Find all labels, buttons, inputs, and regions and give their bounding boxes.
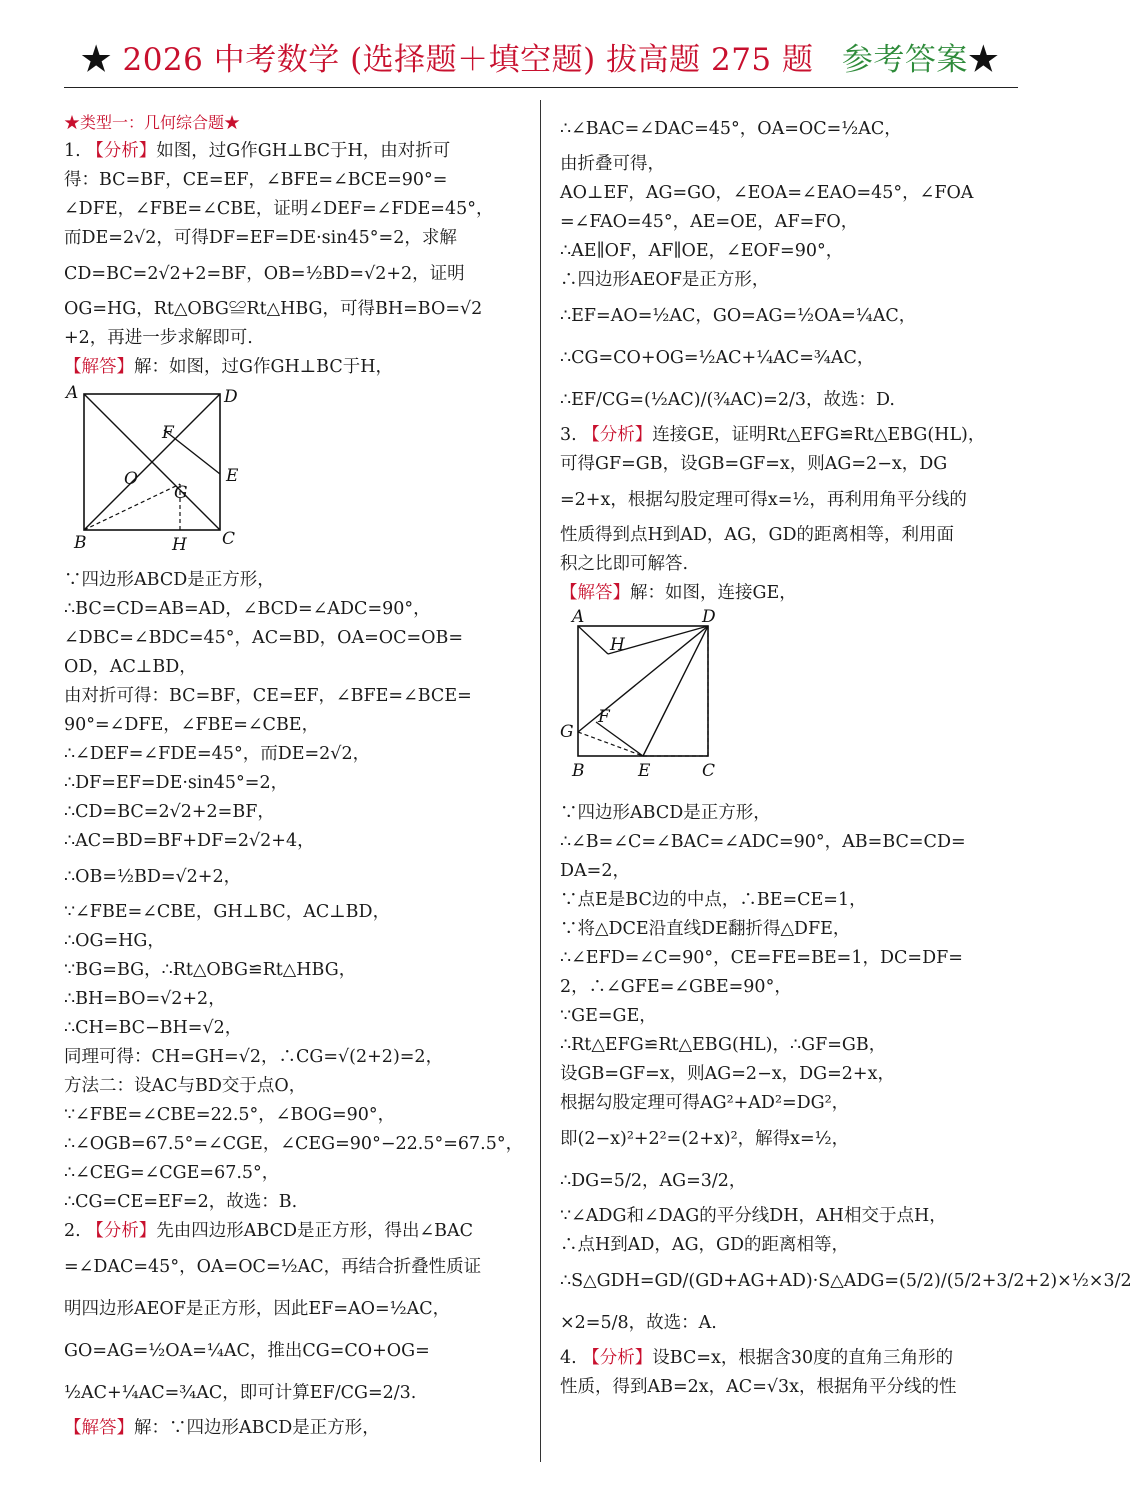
right-line: ×2=5/8，故选：A.	[560, 1313, 717, 1333]
right-line: ∴Rt△EFG≌Rt△EBG(HL)，∴GF=GB，	[560, 1035, 887, 1055]
fig2-label: B	[572, 761, 585, 781]
left-line: 明四边形AEOF是正方形，因此EF=AO=½AC，	[64, 1299, 451, 1319]
fig1-label: D	[224, 387, 238, 407]
left-line: ∴∠DEF=∠FDE=45°，而DE=2√2，	[64, 744, 371, 764]
right-line: 设GB=GF=x，则AG=2−x，DG=2+x，	[560, 1064, 895, 1084]
line-text: 设BC=x，根据含30度的直角三角形的	[652, 1348, 954, 1368]
left-line: ∴CH=BC−BH=√2，	[64, 1018, 243, 1038]
left-line: ∵四边形ABCD是正方形，	[64, 570, 275, 590]
line-text: 解：如图，过G作GH⊥BC于H，	[134, 357, 394, 377]
right-line: ∴∠EFD=∠C=90°，CE=FE=BE=1，DC=DF=	[560, 948, 963, 968]
fig1-label: O	[124, 469, 138, 489]
left-line: ∴AC=BD=BF+DF=2√2+4，	[64, 831, 315, 851]
right-line: ∴CG=CO+OG=½AC+¼AC=¾AC，	[560, 348, 875, 368]
title-rule	[64, 87, 1018, 88]
left-line: CD=BC=2√2+2=BF，OB=½BD=√2+2，证明	[64, 264, 465, 284]
left-line: GO=AG=½OA=¼AC，推出CG=CO+OG=	[64, 1341, 430, 1361]
left-line: OG=HG，Rt△OBG≌Rt△HBG，可得BH=BO=√2	[64, 299, 483, 319]
right-line: 2，∴∠GFE=∠GBE=90°，	[560, 977, 792, 997]
left-line: 由对折可得：BC=BF，CE=EF，∠BFE=∠BCE=	[64, 686, 472, 706]
star-icon-right: ★	[967, 42, 1000, 78]
left-line: ½AC+¼AC=¾AC，即可计算EF/CG=2/3.	[64, 1383, 417, 1403]
left-line: ∴CG=CE=EF=2，故选：B.	[64, 1192, 298, 1212]
left-line: 方法二：设AC与BD交于点O，	[64, 1076, 307, 1096]
fig2-label: F	[598, 707, 610, 727]
fig2-label: A	[572, 607, 585, 627]
line-text: 解：∵四边形ABCD是正方形，	[134, 1418, 380, 1438]
fig1-label: A	[66, 383, 79, 403]
fig2-label: E	[638, 761, 651, 781]
fig2-label: H	[610, 635, 625, 655]
fig2-label: G	[560, 722, 574, 742]
right-line	[560, 579, 1020, 608]
figure-2	[560, 607, 1020, 795]
title-main: 2026 中考数学 (选择题＋填空题) 拔高题 275 题	[122, 42, 814, 78]
left-line: ∴DF=EF=DE·sin45°=2，	[64, 773, 289, 793]
section-tag: 【分析】	[86, 1221, 157, 1241]
section-tag: 【分析】	[86, 141, 157, 161]
figure-1-diagram	[64, 383, 254, 555]
left-line	[64, 1217, 524, 1246]
right-line: ∴EF/CG=(½AC)/(¾AC)=2/3，故选：D.	[560, 390, 895, 410]
right-line: ∵将△DCE沿直线DE翻折得△DFE，	[560, 919, 851, 939]
left-line	[64, 353, 524, 382]
line-text: 2.	[64, 1221, 87, 1241]
right-line: 性质，得到AB=2x，AC=√3x，根据角平分线的性	[560, 1377, 957, 1397]
right-line: 积之比即可解答.	[560, 554, 689, 574]
left-line: OD，AC⊥BD，	[64, 657, 197, 677]
fig1-label: F	[162, 423, 174, 443]
right-line: =2+x，根据勾股定理可得x=½，再利用角平分线的	[560, 490, 967, 510]
fig2-label: C	[702, 761, 716, 781]
right-line: ∵∠ADG和∠DAG的平分线DH，AH相交于点H，	[560, 1206, 947, 1226]
left-line: ∴BC=CD=AB=AD，∠BCD=∠ADC=90°，	[64, 599, 431, 619]
fig1-label: H	[172, 535, 187, 555]
section-tag: 【分析】	[582, 425, 653, 445]
title-answers: 参考答案	[841, 42, 968, 78]
right-line: 即(2−x)²+2²=(2+x)²，解得x=½，	[560, 1129, 850, 1149]
section-tag: 【解答】	[64, 1418, 134, 1438]
right-line: ∴∠BAC=∠DAC=45°，OA=OC=½AC，	[560, 119, 902, 139]
right-line: 由折叠可得，	[560, 154, 665, 174]
left-line: ∴BH=BO=√2+2，	[64, 989, 226, 1009]
left-line	[64, 137, 524, 166]
left-line: =∠DAC=45°，OA=OC=½AC，再结合折叠性质证	[64, 1257, 482, 1277]
right-line: ∵GE=GE，	[560, 1006, 657, 1026]
section-tag: 【解答】	[64, 357, 134, 377]
left-line: ∵∠FBE=∠CBE=22.5°，∠BOG=90°，	[64, 1105, 396, 1125]
line-text: 连接GE，证明Rt△EFG≌Rt△EBG(HL)，	[652, 425, 986, 445]
right-line: ∴∠B=∠C=∠BAC=∠ADC=90°，AB=BC=CD=	[560, 832, 966, 852]
left-line: ∴∠OGB=67.5°=∠CGE，∠CEG=90°−22.5°=67.5°，	[64, 1134, 524, 1154]
page-title	[0, 36, 1080, 84]
left-line: 90°=∠DFE，∠FBE=∠CBE，	[64, 715, 320, 735]
fig1-label: E	[226, 466, 239, 486]
line-text: 如图，过G作GH⊥BC于H，由对折可	[156, 141, 451, 161]
right-line: ∴AE∥OF，AF∥OE，∠EOF=90°，	[560, 241, 844, 261]
right-line: 根据勾股定理可得AG²+AD²=DG²，	[560, 1093, 850, 1113]
left-line	[64, 1414, 524, 1443]
line-text: 解：如图，连接GE，	[630, 583, 797, 603]
left-column	[64, 108, 524, 1443]
right-column	[560, 108, 1132, 1402]
right-line: ∴点H到AD，AG，GD的距离相等，	[560, 1235, 850, 1255]
line-text: 1.	[64, 141, 87, 161]
right-line: ∴四边形AEOF是正方形，	[560, 270, 770, 290]
right-line: ∵点E是BC边的中点，∴BE=CE=1，	[560, 890, 867, 910]
left-line: ★类型一：几何综合题★	[64, 113, 241, 132]
right-line: ∵四边形ABCD是正方形，	[560, 803, 771, 823]
fig1-label: B	[74, 533, 87, 553]
column-divider	[540, 100, 541, 1462]
left-line: ∵∠FBE=∠CBE，GH⊥BC，AC⊥BD，	[64, 902, 391, 922]
right-line: 性质得到点H到AD，AG，GD的距离相等，利用面	[560, 525, 955, 545]
figure-1	[64, 384, 524, 562]
left-line: ∴OG=HG，	[64, 931, 165, 951]
right-line: AO⊥EF，AG=GO，∠EOA=∠EAO=45°，∠FOA	[560, 183, 974, 203]
left-line: ∠DBC=∠BDC=45°，AC=BD，OA=OC=OB=	[64, 628, 464, 648]
left-line: +2，再进一步求解即可.	[64, 328, 253, 348]
left-line: ∠DFE，∠FBE=∠CBE，证明∠DEF=∠FDE=45°，	[64, 199, 494, 219]
star-icon-left: ★	[80, 42, 113, 78]
line-text: 3.	[560, 425, 583, 445]
right-line	[560, 421, 1020, 450]
left-line: ∵BG=BG，∴Rt△OBG≌Rt△HBG，	[64, 960, 357, 980]
left-line: ∴∠CEG=∠CGE=67.5°，	[64, 1163, 280, 1183]
fig1-label: G	[174, 483, 188, 503]
left-line: ∴OB=½BD=√2+2，	[64, 867, 242, 887]
fig1-label: C	[222, 529, 236, 549]
right-line: ∴S△GDH=GD/(GD+AG+AD)·S△ADG=(5/2)/(5/2+3/2+2)×½×3/2	[560, 1271, 1132, 1291]
left-line: 同理可得：CH=GH=√2，∴CG=√(2+2)=2，	[64, 1047, 444, 1067]
left-line: 而DE=2√2，可得DF=EF=DE·sin45°=2，求解	[64, 228, 457, 248]
right-line: DA=2，	[560, 861, 630, 881]
left-line: 得：BC=BF，CE=EF，∠BFE=∠BCE=90°=	[64, 170, 448, 190]
left-line: ∴CD=BC=2√2+2=BF，	[64, 802, 275, 822]
figure-2-diagram	[560, 607, 740, 785]
line-text: 先由四边形ABCD是正方形，得出∠BAC	[156, 1221, 474, 1241]
right-line: =∠FAO=45°，AE=OE，AF=FO，	[560, 212, 859, 232]
right-line	[560, 1344, 1020, 1373]
right-line: 可得GF=GB，设GB=GF=x，则AG=2−x，DG	[560, 454, 948, 474]
line-text: 4.	[560, 1348, 583, 1368]
fig2-label: D	[702, 607, 716, 627]
right-line: ∴EF=AO=½AC，GO=AG=½OA=¼AC，	[560, 306, 917, 326]
right-line: ∴DG=5/2，AG=3/2，	[560, 1171, 747, 1191]
section-tag: 【解答】	[560, 583, 630, 603]
section-tag: 【分析】	[582, 1348, 653, 1368]
